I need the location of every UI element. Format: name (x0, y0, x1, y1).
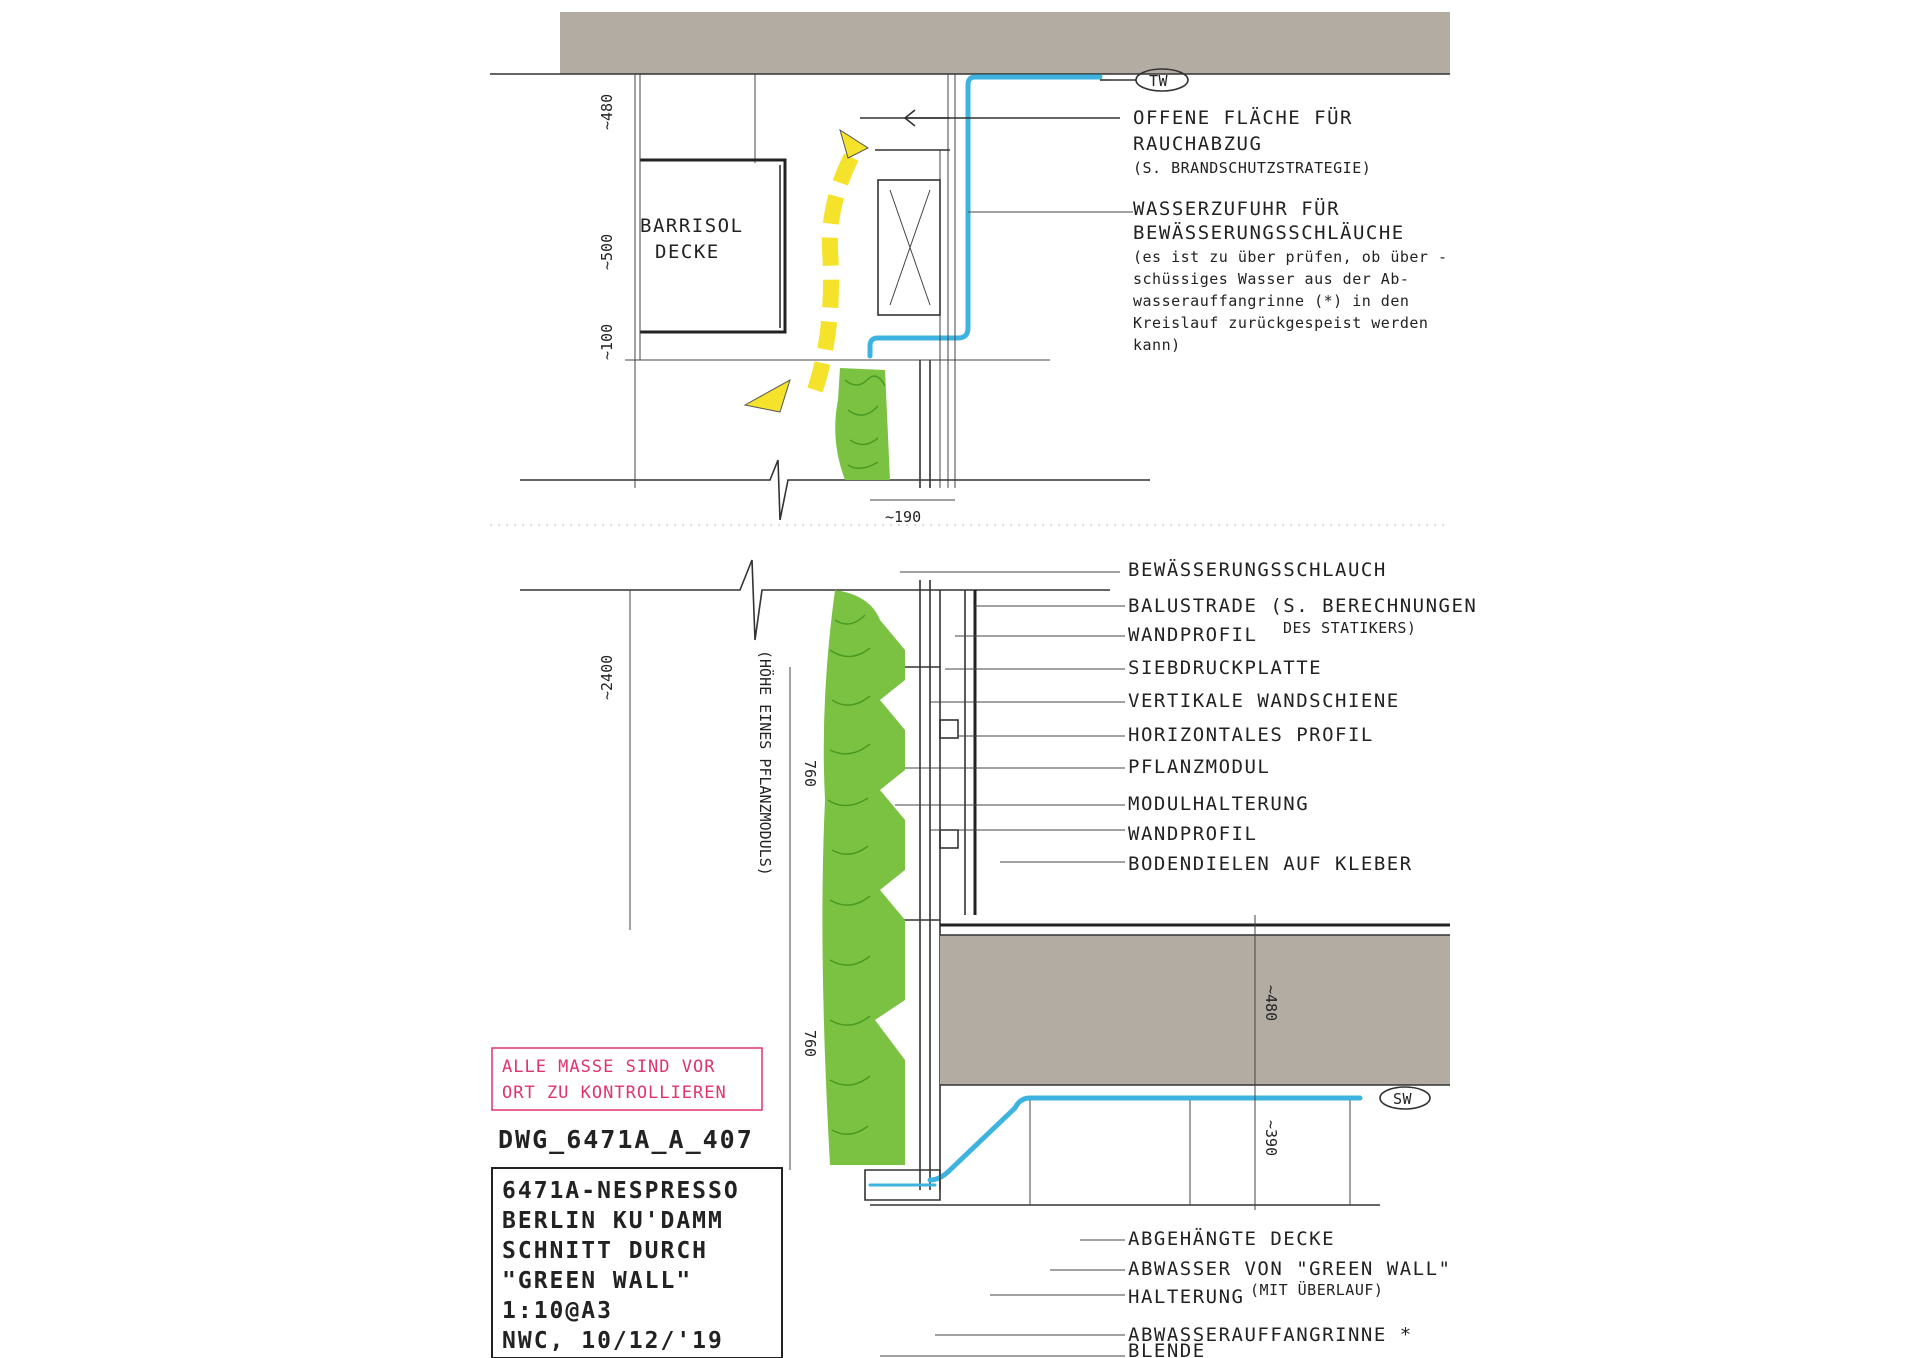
note-line-1: (es ist zu über prüfen, ob über - (1133, 248, 1448, 266)
title-line-5: 1:10@A3 (502, 1298, 613, 1324)
sw-label: SW (1393, 1090, 1413, 1108)
title-line-2: BERLIN KU'DAMM (502, 1208, 724, 1234)
green-wall-modules (822, 590, 905, 1165)
label-siebdruckplatte: SIEBDRUCKPLATTE (1128, 657, 1323, 679)
red-note-1: ALLE MASSE SIND VOR (502, 1057, 716, 1077)
label-ueberlauf: (MIT ÜBERLAUF) (1250, 1281, 1384, 1299)
label-abgehaengte-decke: ABGEHÄNGTE DECKE (1128, 1228, 1336, 1250)
dim-module-note: (HÖHE EINES PFLANZMODULS) (756, 650, 774, 876)
dim-760-b: 760 (801, 1030, 819, 1058)
title-line-4: "GREEN WALL" (502, 1268, 693, 1294)
label-abwasserauffangrinne: ABWASSERAUFFANGRINNE * (1128, 1324, 1413, 1346)
title-line-6: NWC, 10/12/'19 (502, 1328, 724, 1354)
label-balustrade: BALUSTRADE (S. BERECHNUNGEN (1128, 595, 1478, 617)
label-abwasser: ABWASSER VON "GREEN WALL" (1128, 1258, 1452, 1280)
label-vertikale-wandschiene: VERTIKALE WANDSCHIENE (1128, 690, 1400, 712)
label-rauchabzug: RAUCHABZUG (1133, 133, 1263, 155)
dim-190: ~190 (885, 508, 922, 526)
tw-label: TW (1149, 72, 1169, 90)
label-statiker: DES STATIKERS) (1283, 619, 1417, 637)
dim-760-a: 760 (801, 760, 819, 788)
dim-500: ~500 (598, 233, 616, 270)
label-brandschutz: (S. BRANDSCHUTZSTRATEGIE) (1133, 159, 1372, 177)
red-note-2: ORT ZU KONTROLLIEREN (502, 1083, 727, 1103)
top-concrete-slab (490, 12, 1450, 74)
label-halterung: HALTERUNG (1128, 1286, 1245, 1308)
dim-390: ~390 (1262, 1120, 1280, 1157)
note-line-5: kann) (1133, 336, 1181, 354)
barrisol-label-1: BARRISOL (640, 215, 744, 237)
note-line-2: schüssiges Wasser aus der Ab- (1133, 270, 1410, 288)
dim-2400: ~2400 (598, 654, 616, 700)
label-bodendielen: BODENDIELEN AUF KLEBER (1128, 853, 1413, 875)
dim-480-bottom: ~480 (1262, 985, 1280, 1022)
red-note (492, 1048, 762, 1110)
label-blende: BLENDE (1128, 1340, 1206, 1358)
label-wandprofil-1: WANDPROFIL (1128, 624, 1258, 646)
dim-480-top: ~480 (598, 93, 616, 130)
note-line-3: wasserauffangrinne (*) in den (1133, 292, 1410, 310)
dim-100: ~100 (598, 323, 616, 360)
drawing-number: DWG_6471A_A_407 (498, 1125, 754, 1154)
barrisol-label-2: DECKE (655, 241, 720, 263)
title-line-1: 6471A-NESPRESSO (502, 1178, 740, 1204)
label-modulhalterung: MODULHALTERUNG (1128, 793, 1310, 815)
label-bewaesserungsschlauch: BEWÄSSERUNGSSCHLAUCH (1128, 559, 1387, 581)
title-line-3: SCHNITT DURCH (502, 1238, 709, 1264)
title-block (492, 1168, 782, 1358)
labels-top (968, 106, 1448, 354)
label-horizontales-profil: HORIZONTALES PROFIL (1128, 724, 1374, 746)
label-bewaesserungsschlaeuche: BEWÄSSERUNGSSCHLÄUCHE (1133, 222, 1405, 244)
label-wandprofil-2: WANDPROFIL (1128, 823, 1258, 845)
note-line-4: Kreislauf zurückgespeist werden (1133, 314, 1429, 332)
label-wasserzufuhr: WASSERZUFUHR FÜR (1133, 198, 1341, 220)
label-pflanzmodul: PFLANZMODUL (1128, 756, 1271, 778)
label-offene-flaeche: OFFENE FLÄCHE FÜR (1133, 107, 1353, 129)
plant-module-top (835, 368, 890, 480)
